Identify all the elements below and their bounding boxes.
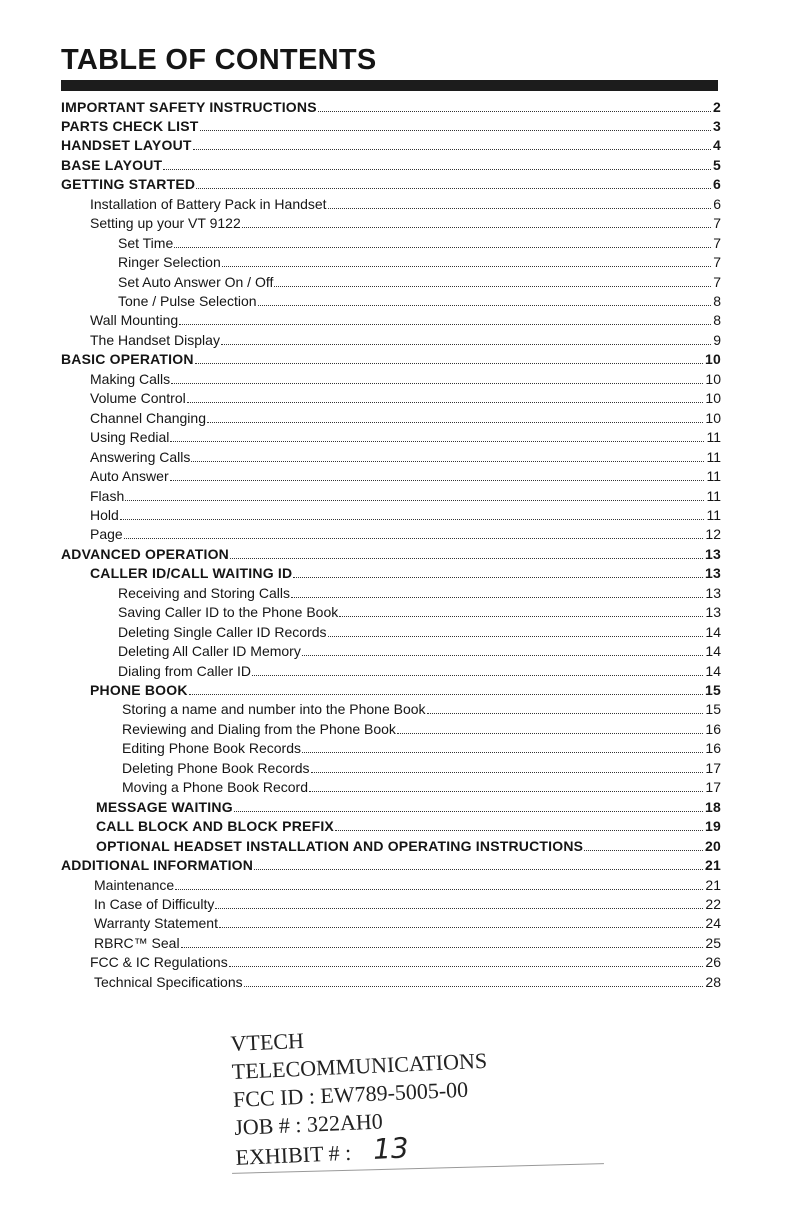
toc-entry-page: 21 — [705, 876, 721, 893]
toc-entry-title: Using Redial — [90, 429, 170, 446]
toc-entry-title: Deleting Single Caller ID Records — [118, 623, 327, 640]
toc-leader-dots — [187, 402, 704, 403]
toc-entry-title: HANDSET LAYOUT — [61, 137, 192, 154]
toc-leader-dots — [309, 791, 703, 792]
toc-entry-page: 14 — [705, 623, 721, 640]
toc-leader-dots — [174, 247, 711, 248]
toc-entry-page: 10 — [705, 351, 721, 368]
toc-entry-title: Making Calls — [90, 370, 171, 387]
toc-entry-page: 8 — [713, 312, 721, 329]
toc-entry-page: 11 — [706, 468, 721, 485]
toc-leader-dots — [584, 850, 703, 851]
toc-entry-title: Setting up your VT 9122 — [90, 215, 241, 232]
toc-entry-title: FCC & IC Regulations — [90, 954, 228, 971]
toc-entry — [94, 932, 721, 952]
toc-entry-title: BASIC OPERATION — [61, 351, 194, 368]
toc-entry-title: PHONE BOOK — [90, 682, 188, 698]
toc-entry-page: 7 — [713, 215, 721, 232]
toc-entry — [90, 485, 721, 505]
toc-entry-title: Wall Mounting — [90, 312, 179, 329]
toc-entry — [61, 855, 721, 875]
toc-entry-title: Volume Control — [90, 390, 186, 407]
toc-leader-dots — [221, 344, 711, 345]
toc-leader-dots — [328, 208, 712, 209]
toc-entry — [90, 524, 721, 544]
toc-leader-dots — [179, 324, 711, 325]
toc-entry — [118, 252, 721, 272]
exhibit-fcc-id: FCC ID : EW789-5005-00 — [232, 1076, 469, 1112]
toc-entry — [90, 466, 721, 486]
page-title: TABLE OF CONTENTS — [61, 44, 377, 76]
toc-entry — [61, 96, 721, 116]
toc-entry-page: 6 — [713, 176, 721, 193]
toc-entry-title: IMPORTANT SAFETY INSTRUCTIONS — [61, 98, 317, 115]
toc-entry-page: 15 — [705, 682, 721, 698]
toc-entry-title: Flash — [90, 487, 125, 504]
toc-leader-dots — [175, 889, 703, 890]
toc-leader-dots — [254, 869, 703, 870]
toc-leader-dots — [171, 383, 703, 384]
toc-entry-page: 8 — [713, 293, 721, 309]
toc-entry — [90, 504, 721, 524]
toc-entry — [118, 232, 721, 252]
toc-entry — [61, 543, 721, 563]
toc-entry-title: ADDITIONAL INFORMATION — [61, 857, 254, 874]
toc-entry-page: 22 — [705, 895, 721, 912]
toc-entry — [90, 213, 721, 233]
toc-entry-page: 14 — [705, 662, 721, 679]
toc-entry-page: 10 — [705, 370, 721, 387]
toc-entry-page: 13 — [705, 584, 721, 601]
toc-entry-title: RBRC™ Seal — [94, 934, 180, 951]
toc-entry-title: Maintenance — [94, 876, 175, 893]
toc-entry-page: 19 — [705, 818, 721, 835]
toc-entry-title: Deleting Phone Book Records — [122, 759, 310, 776]
toc-entry-page: 7 — [713, 273, 721, 290]
toc-entry-page: 11 — [706, 506, 721, 523]
toc-entry-page: 11 — [706, 448, 721, 465]
toc-leader-dots — [222, 266, 711, 267]
toc-entry-page: 21 — [705, 857, 721, 874]
toc-entry-page: 24 — [705, 915, 721, 932]
toc-leader-dots — [189, 694, 703, 695]
exhibit-division: TELECOMMUNICATIONS — [231, 1047, 488, 1084]
toc-entry-title: Tone / Pulse Selection — [118, 293, 257, 309]
toc-leader-dots — [125, 500, 704, 501]
toc-entry-page: 15 — [705, 701, 721, 718]
toc-entry — [61, 154, 721, 174]
toc-entry — [90, 407, 721, 427]
toc-leader-dots — [191, 461, 704, 462]
toc-leader-dots — [258, 305, 712, 306]
toc-leader-dots — [234, 811, 703, 812]
toc-entry-page: 14 — [705, 643, 721, 660]
toc-leader-dots — [193, 149, 711, 150]
toc-entry-page: 3 — [713, 117, 721, 134]
title-rule — [61, 80, 718, 91]
toc-leader-dots — [163, 169, 711, 170]
exhibit-company: VTECH — [230, 1027, 305, 1056]
toc-entry-page: 17 — [705, 779, 721, 796]
toc-entry — [61, 349, 721, 369]
exhibit-number: 13 — [372, 1131, 410, 1166]
toc-entry — [61, 135, 721, 155]
toc-entry-title: Installation of Battery Pack in Handset — [90, 195, 327, 212]
exhibit-label: EXHIBIT # : — [235, 1139, 352, 1170]
toc-leader-dots — [302, 752, 703, 753]
toc-entry-title: In Case of Difficulty — [94, 895, 215, 912]
toc-entry-title: Channel Changing — [90, 409, 206, 426]
toc-leader-dots — [200, 130, 712, 131]
toc-entry — [90, 427, 721, 447]
toc-entry — [94, 913, 721, 933]
toc-entry-title: Saving Caller ID to the Phone Book — [118, 604, 339, 621]
toc-entry — [90, 680, 721, 700]
toc-entry-page: 26 — [705, 954, 721, 971]
toc-entry-title: Reviewing and Dialing from the Phone Book — [122, 720, 396, 737]
toc-entry-title: CALL BLOCK AND BLOCK PREFIX — [96, 818, 334, 835]
toc-entry-title: PARTS CHECK LIST — [61, 117, 199, 134]
toc-entry — [90, 193, 721, 213]
toc-entry — [94, 893, 721, 913]
toc-entry — [118, 291, 721, 311]
toc-entry-page: 12 — [705, 526, 721, 543]
toc-leader-dots — [274, 286, 711, 287]
toc-leader-dots — [244, 986, 704, 987]
toc-leader-dots — [215, 908, 703, 909]
toc-entry — [90, 368, 721, 388]
toc-leader-dots — [318, 111, 711, 112]
toc-entry — [122, 757, 721, 777]
toc-leader-dots — [207, 422, 703, 423]
toc-entry — [90, 446, 721, 466]
toc-entry-title: Dialing from Caller ID — [118, 662, 252, 679]
toc-leader-dots — [196, 188, 711, 189]
toc-entry-title: Receiving and Storing Calls — [118, 584, 290, 601]
toc-entry-title: OPTIONAL HEADSET INSTALLATION AND OPERATING INSTRUCTIONS — [96, 837, 584, 854]
toc-entry — [90, 563, 721, 583]
toc-entry-page: 7 — [713, 254, 721, 271]
toc-leader-dots — [427, 713, 704, 714]
toc-entry — [90, 329, 721, 349]
toc-entry — [122, 699, 721, 719]
exhibit-stamp — [230, 1019, 491, 1172]
toc-entry-page: 16 — [705, 740, 721, 757]
toc-leader-dots — [195, 363, 703, 364]
toc-entry-page: 11 — [706, 487, 721, 504]
toc-leader-dots — [124, 538, 704, 539]
toc-entry-page: 11 — [706, 429, 721, 446]
toc-entry-page: 18 — [705, 798, 721, 815]
toc-entry — [122, 738, 721, 758]
toc-entry-title: Deleting All Caller ID Memory — [118, 643, 301, 660]
toc-entry-title: Warranty Statement — [94, 915, 218, 932]
toc-entry-page: 16 — [705, 720, 721, 737]
toc-entry-page: 13 — [705, 604, 721, 621]
toc-entry-page: 28 — [705, 973, 721, 990]
toc-entry-title: Answering Calls — [90, 448, 191, 465]
toc-leader-dots — [120, 519, 705, 520]
toc-entry-page: 4 — [713, 137, 721, 154]
toc-entry-page: 10 — [705, 390, 721, 407]
toc-entry — [90, 952, 721, 972]
toc-entry-title: Ringer Selection — [118, 254, 221, 271]
toc-entry — [94, 971, 721, 991]
toc-entry — [118, 582, 721, 602]
toc-entry-title: Hold — [90, 506, 119, 523]
toc-entry-page: 25 — [705, 934, 721, 951]
toc-entry — [90, 310, 721, 330]
toc-entry-title: GETTING STARTED — [61, 176, 196, 193]
toc-entry-page: 10 — [705, 409, 721, 426]
toc-entry-page: 13 — [705, 545, 721, 562]
toc-entry-title: MESSAGE WAITING — [96, 798, 233, 815]
toc-entry-page: 9 — [713, 331, 721, 348]
toc-leader-dots — [311, 772, 704, 773]
toc-entry-title: ADVANCED OPERATION — [61, 545, 229, 562]
toc-entry-title: BASE LAYOUT — [61, 156, 163, 173]
toc-entry — [122, 718, 721, 738]
toc-entry — [90, 388, 721, 408]
toc-entry-title: Editing Phone Book Records — [122, 740, 301, 757]
toc-entry — [118, 621, 721, 641]
toc-leader-dots — [397, 733, 703, 734]
toc-leader-dots — [242, 227, 711, 228]
toc-leader-dots — [170, 480, 705, 481]
toc-entry — [122, 777, 721, 797]
toc-leader-dots — [335, 830, 703, 831]
toc-leader-dots — [181, 947, 704, 948]
toc-entry-page: 20 — [705, 837, 721, 854]
toc-leader-dots — [328, 636, 704, 637]
toc-leader-dots — [219, 927, 703, 928]
toc-leader-dots — [170, 441, 704, 442]
toc-leader-dots — [293, 577, 703, 578]
toc-entry — [96, 835, 721, 855]
toc-entry-title: Storing a name and number into the Phone Book — [122, 701, 426, 718]
toc-entry-page: 6 — [713, 195, 721, 212]
toc-entry-page: 13 — [705, 565, 721, 582]
toc-leader-dots — [252, 675, 703, 676]
toc-entry-title: Page — [90, 526, 123, 543]
toc-entry-title: Technical Specifications — [94, 973, 243, 990]
toc-entry — [94, 874, 721, 894]
toc-leader-dots — [302, 655, 704, 656]
toc-leader-dots — [339, 616, 703, 617]
toc-entry-title: The Handset Display — [90, 331, 220, 348]
toc-entry-page: 2 — [713, 98, 721, 115]
toc-entry-page: 7 — [713, 234, 721, 251]
toc-entry — [118, 641, 721, 661]
toc-entry — [96, 796, 721, 816]
toc-entry — [96, 816, 721, 836]
toc-leader-dots — [229, 966, 704, 967]
toc-entry — [61, 174, 721, 194]
toc-entry-title: Auto Answer — [90, 468, 169, 485]
toc-leader-dots — [291, 597, 703, 598]
toc-entry — [118, 271, 721, 291]
toc-entry-title: Set Auto Answer On / Off — [118, 273, 274, 290]
toc-entry-title: CALLER ID/CALL WAITING ID — [90, 565, 293, 582]
toc-entry — [61, 115, 721, 135]
toc-entry-page: 17 — [705, 759, 721, 776]
toc-entry-title: Set Time — [118, 234, 174, 251]
exhibit-job-number: JOB # : 322AH0 — [233, 1108, 384, 1140]
toc-leader-dots — [230, 558, 703, 559]
toc-entry — [118, 602, 721, 622]
toc-entry-title: Moving a Phone Book Record — [122, 779, 308, 796]
toc-entry — [118, 660, 721, 680]
toc-entry-page: 5 — [713, 156, 721, 173]
